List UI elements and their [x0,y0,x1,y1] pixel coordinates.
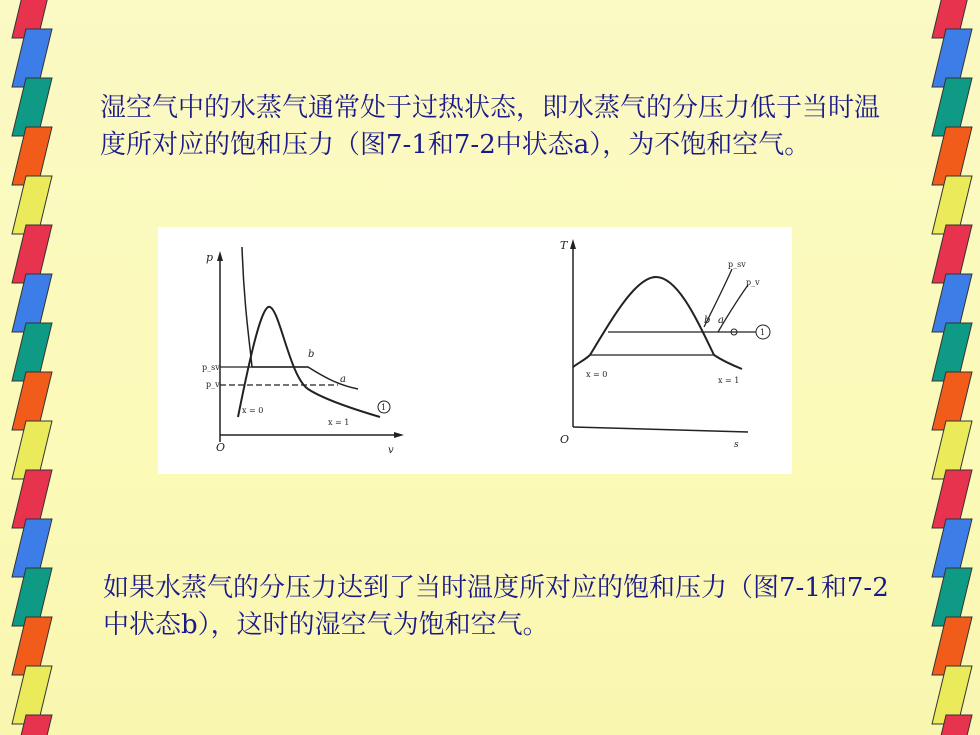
ts-psv-label: p_sv [728,260,746,269]
ts-origin-label: O [560,433,570,446]
ts-right-branch [714,355,742,369]
ts-saturation-dome [590,277,714,355]
pv-isotherm [242,247,358,389]
ts-diagram [560,239,770,450]
pv-diagram [202,247,404,456]
pv-psv-label: p_sv [202,363,220,372]
pv-point-1-label: 1 [381,403,387,412]
ts-axis-x-label: s [734,440,739,450]
ts-point-a-label: a [718,315,724,326]
paragraph-saturated-air: 如果水蒸气的分压力达到了当时温度所对应的饱和压力（图7-1和7-2中状态b），这时的湿空气为饱和空气。 [103,573,889,640]
paragraph-unsaturated-air: 湿空气中的水蒸气通常处于过热状态，即水蒸气的分压力低于当时温度所对应的饱和压力（图7-1和7-2中状态a），为不饱和空气。 [100,93,881,160]
ts-axis-y-label: T [560,239,568,252]
ts-x0-label: x = 0 [586,370,608,379]
pv-axis-y-label: p [206,251,214,264]
pv-x-arrow [394,432,404,438]
ts-y-arrow [570,239,576,249]
pv-x1-label: x = 1 [328,418,350,427]
ts-point-1-label: 1 [760,328,766,337]
pv-x0-label: x = 0 [242,406,264,415]
pv-axis-x-label: v [388,445,394,456]
ts-left-branch [573,355,590,367]
ts-point-b-label: b [704,315,711,326]
diagrams-svg [158,227,792,474]
pv-saturation-dome [238,307,380,417]
pv-pv-label: p_v [206,380,220,389]
pv-origin-label: O [216,441,226,454]
pv-point-b-label: b [308,349,315,360]
pv-y-arrow [217,251,223,261]
ts-x-axis [573,427,748,432]
ts-pv-label: p_v [746,278,760,287]
ts-x1-label: x = 1 [718,376,740,385]
pv-point-a-label: a [340,374,346,385]
figure-panel [158,227,792,474]
right-border-decoration [920,0,980,735]
left-border-decoration [0,0,60,735]
